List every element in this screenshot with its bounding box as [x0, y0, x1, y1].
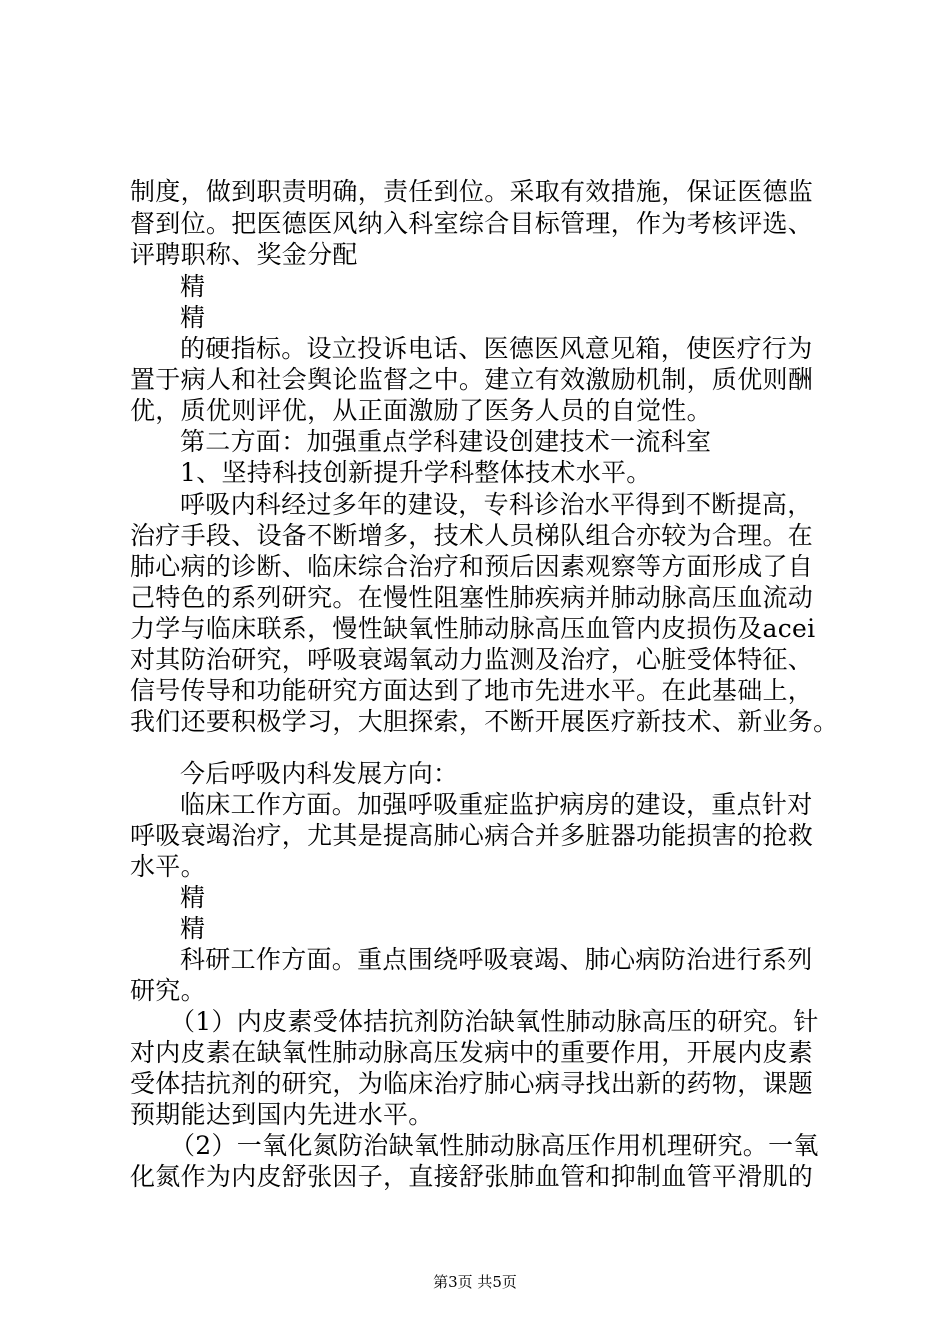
text-line: 受体拮抗剂的研究，为临床治疗肺心病寻找出新的药物，课题	[130, 1069, 814, 1098]
text-line: 精	[180, 914, 206, 943]
section-heading: 第二方面：加强重点学科建设创建技术一流科室	[180, 427, 712, 456]
text-line: 预期能达到国内先进水平。	[130, 1100, 434, 1129]
text-line: 化氮作为内皮舒张因子，直接舒张肺血管和抑制血管平滑肌的	[130, 1162, 814, 1191]
text-line: 评聘职称、奖金分配	[130, 240, 358, 269]
text-line: 己特色的系列研究。在慢性阻塞性肺疾病并肺动脉高压血流动	[130, 583, 814, 612]
text-line: 治疗手段、设备不断增多，技术人员梯队组合亦较为合理。在	[130, 521, 814, 550]
subsection-heading: 1、坚持科技创新提升学科整体技术水平。	[180, 458, 652, 487]
text-line: 优，质优则评优，从正面激励了医务人员的自觉性。	[130, 396, 712, 425]
text-line: 的硬指标。设立投诉电话、医德医风意见箱，使医疗行为	[180, 334, 813, 363]
text-line: 督到位。把医德医风纳入科室综合目标管理，作为考核评选、	[130, 209, 814, 238]
text-line: 制度，做到职责明确，责任到位。采取有效措施，保证医德监	[130, 177, 814, 206]
text-line: 今后呼吸内科发展方向：	[180, 759, 459, 788]
text-line: 置于病人和社会舆论监督之中。建立有效激励机制，质优则酬	[130, 365, 814, 394]
text-line: 水平。	[130, 852, 206, 881]
text-line: 对其防治研究，呼吸衰竭氧动力监测及治疗，心脏受体特征、	[130, 645, 814, 674]
text-line: 对内皮素在缺氧性肺动脉高压发病中的重要作用，开展内皮素	[130, 1038, 814, 1067]
text-line: 研究。	[130, 976, 206, 1005]
text-line: （1）内皮素受体拮抗剂防治缺氧性肺动脉高压的研究。针	[170, 1007, 819, 1036]
text-line: 临床工作方面。加强呼吸重症监护病房的建设，重点针对	[180, 790, 813, 819]
text-line: 呼吸内科经过多年的建设，专科诊治水平得到不断提高，	[180, 490, 813, 519]
text-line: 肺心病的诊断、临床综合治疗和预后因素观察等方面形成了自	[130, 552, 814, 581]
text-line: 精	[180, 303, 206, 332]
text-line: 信号传导和功能研究方面达到了地市先进水平。在此基础上，	[130, 676, 814, 705]
text-line: 科研工作方面。重点围绕呼吸衰竭、肺心病防治进行系列	[180, 945, 813, 974]
page-footer: 第3页 共5页	[433, 1273, 517, 1291]
text-line: 我们还要积极学习，大胆探索，不断开展医疗新技术、新业务。	[130, 707, 839, 736]
text-line: 精	[180, 883, 206, 912]
text-line: （2）一氧化氮防治缺氧性肺动脉高压作用机理研究。一氧	[170, 1131, 819, 1160]
text-line: 精	[180, 272, 206, 301]
text-line: 力学与临床联系，慢性缺氧性肺动脉高压血管内皮损伤及acei	[130, 614, 816, 643]
text-line: 呼吸衰竭治疗，尤其是提高肺心病合并多脏器功能损害的抢救	[130, 821, 814, 850]
